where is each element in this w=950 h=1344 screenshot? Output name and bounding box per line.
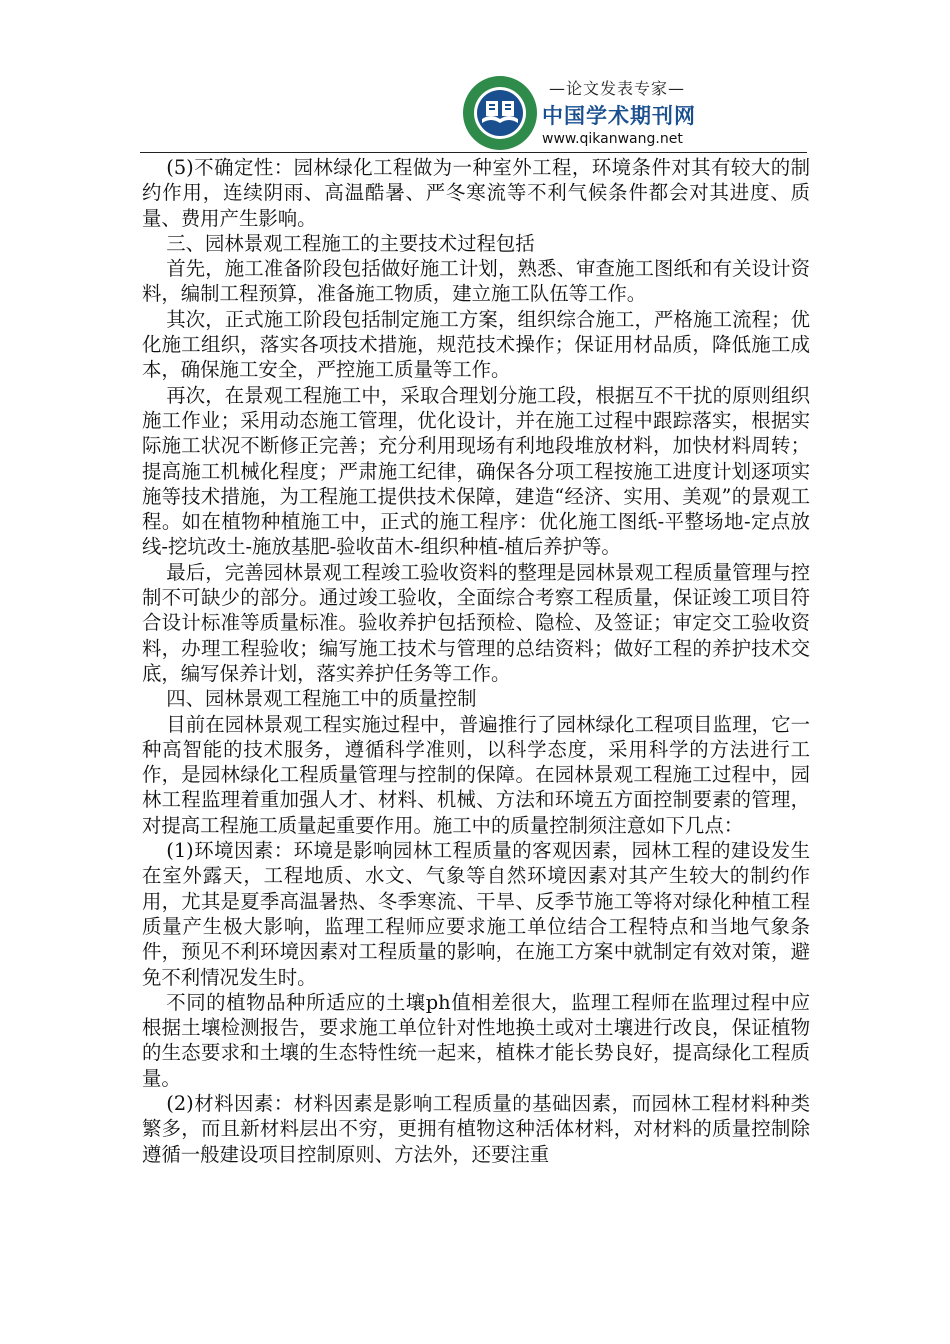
page-header: [0, 0, 950, 160]
section-heading-3: 三、园林景观工程施工的主要技术过程包括: [166, 231, 535, 255]
paragraph-supervision: 目前在园林景观工程实施过程中，普遍推行了园林绿化工程项目监理，它一种高智能的技术服务，遵循科学准则，以科学态度，采用科学的方法进行工作，是园林绿化工程质量管理与控制的保障。在园林景观工程施工过程中，园林工程监理着重加强人才、材料、机械、方法和环境五方面控制要素的管理，对提高工程施工质量起重要作用。施工中的质量控制须注意如下几点：: [142, 712, 810, 837]
paragraph-first: 首先，施工准备阶段包括做好施工计划，熟悉、审查施工图纸和有关设计资料，编制工程预算，准备施工物质，建立施工队伍等工作。: [142, 257, 810, 306]
paragraph-soil: 不同的植物品种所适应的土壤ph值相差很大，监理工程师在监理过程中应根据土壤检测报告，要求施工单位针对性地换土或对土壤进行改良，保证植物的生态要求和土壤的生态特性统一起来，植株才能长势良好，提高绿化工程质量。: [142, 990, 810, 1090]
logo-text-block: [542, 76, 742, 147]
paragraph-environment: (1)环境因素：环境是影响园林工程质量的客观因素，园林工程的建设发生在室外露天，工程地质、水文、气象等自然环境因素对其产生较大的制约作用，尤其是夏季高温暑热、冬季寒流、干旱、反季节施工等将对绿化种植工程质量产生极大影响，监理工程师应要求施工单位结合工程特点和当地气象条件，预见不利环境因素对工程质量的影响，在施工方案中就制定有效对策，避免不利情况发生时。: [142, 839, 810, 989]
logo-url: www.qikanwang.net: [542, 131, 683, 147]
paragraph-finally: 最后，完善园林景观工程竣工验收资料的整理是园林景观工程质量管理与控制不可缺少的部分。通过竣工验收，全面综合考察工程质量，保证竣工项目符合设计标准等质量标准。验收养护包括预检、隐检、及签证；审定交工验收资料，办理工程验收；编写施工技术与管理的总结资料；做好工程的养护技术交底，编写保养计划，落实养护任务等工作。: [142, 560, 810, 685]
article-body: [142, 155, 810, 1167]
paragraph-uncertainty: (5)不确定性：园林绿化工程做为一种室外工程，环境条件对其有较大的制约作用，连续阴雨、高温酷暑、严冬寒流等不利气候条件都会对其进度、质量、费用产生影响。: [142, 156, 810, 230]
paragraph-second: 其次，正式施工阶段包括制定施工方案，组织综合施工，严格施工流程；优化施工组织，落实各项技术措施，规范技术操作；保证用材品质，降低施工成本，确保施工安全，严控施工质量等工作。: [142, 307, 810, 382]
header-divider: [140, 152, 807, 153]
logo-slogan: —论文发表专家—: [548, 79, 685, 98]
section-heading-4: 四、园林景观工程施工中的质量控制: [166, 687, 477, 711]
logo-site-name: 中国学术期刊网: [542, 104, 696, 128]
paragraph-materials: (2)材料因素：材料因素是影响工程质量的基础因素，而园林工程材料种类繁多，而且新材料层出不穷，更拥有植物这种活体材料，对材料的质量控制除遵循一般建设项目控制原则、方法外，还要注重: [142, 1091, 810, 1166]
logo-emblem-icon: [462, 75, 538, 151]
paragraph-third: 再次，在景观工程施工中，采取合理划分施工段，根据互不干扰的原则组织施工作业；采用动态施工管理，优化设计，并在施工过程中跟踪落实，根据实际施工状况不断修正完善；充分利用现场有利地段堆放材料，加快材料周转；提高施工机械化程度；严肃施工纪律，确保各分项工程按施工进度计划逐项实施等技术措施，为工程施工提供技术保障，建造“经济、实用、美观”的景观工程。如在植物种植施工中，正式的施工程序：优化施工图纸-平整场地-定点放线-挖坑改土-施放基肥-验收苗木-组织种植-植后养护等。: [142, 383, 810, 559]
